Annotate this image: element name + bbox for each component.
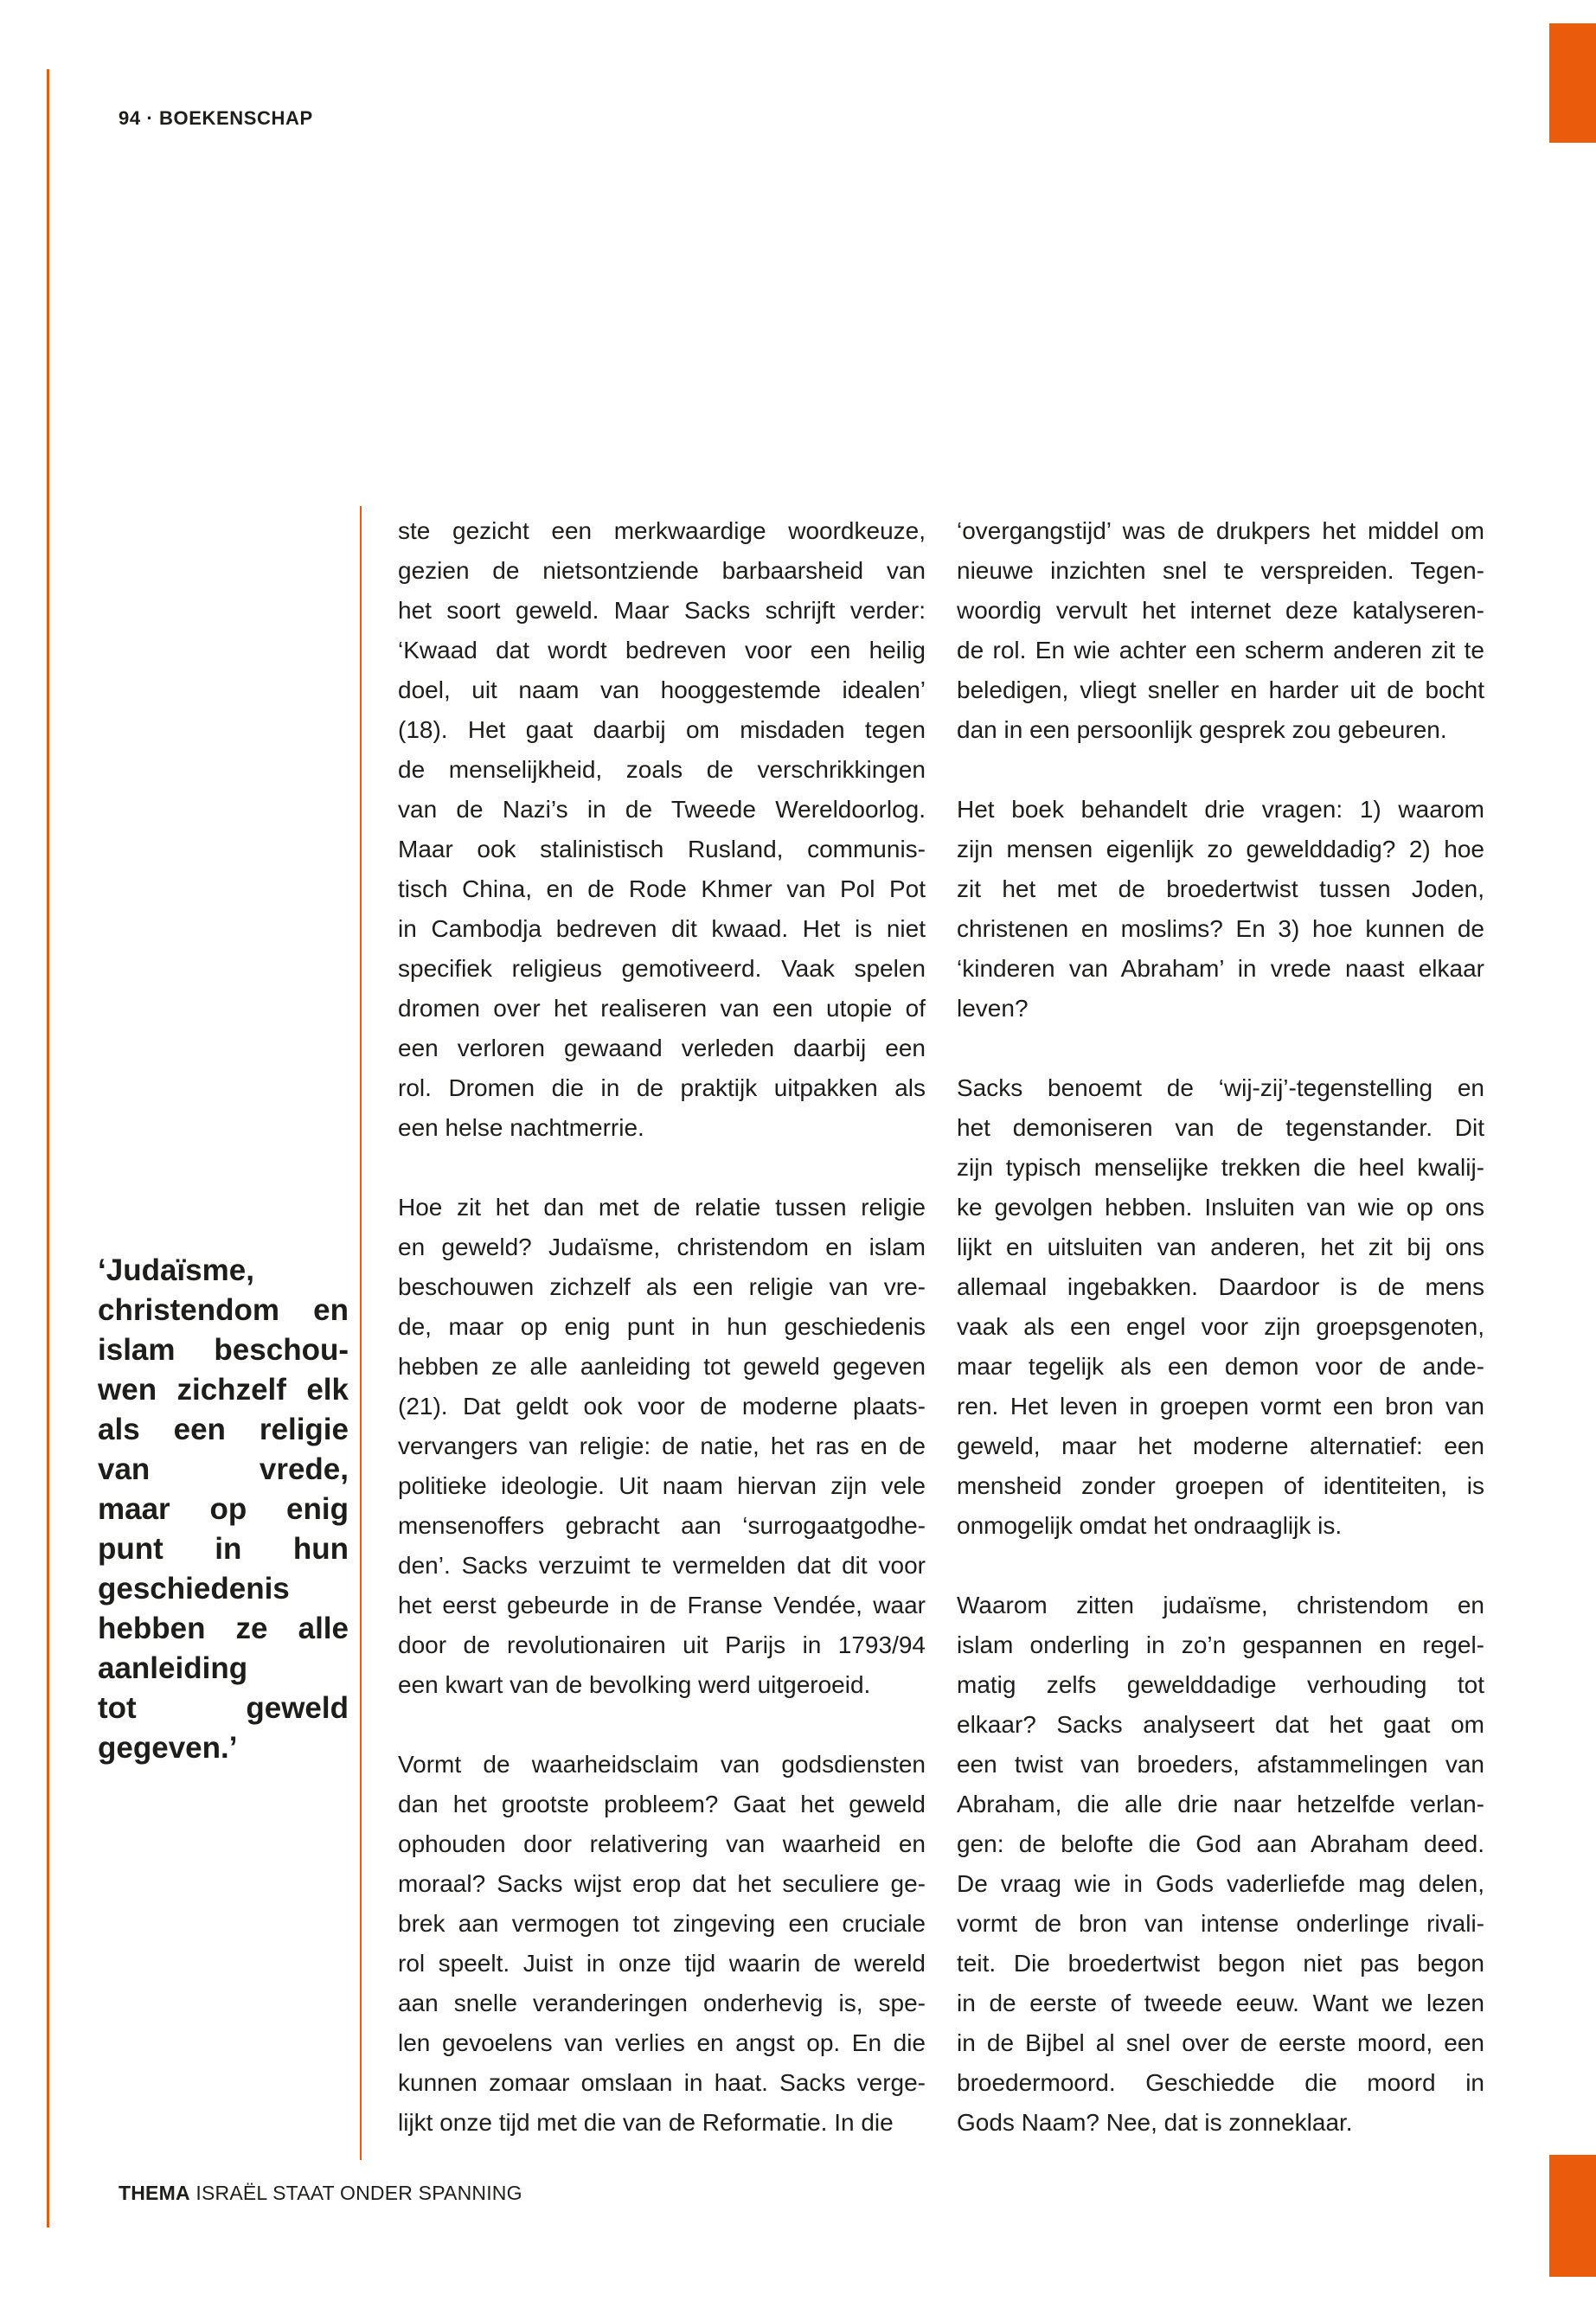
text-line: lijkt onze tijd met die van de Reformatie. In die: [398, 2109, 894, 2136]
footer-thema-title: ISRAËL STAAT ONDER SPANNING: [195, 2182, 522, 2204]
text-column-1: [398, 511, 926, 2143]
text-line: vaak als een engel voor zijn groepsgenoten,: [957, 1313, 1484, 1340]
pull-quote-line: aanleiding: [98, 1651, 248, 1685]
paragraph: [957, 511, 1484, 750]
text-line: woordig vervult het internet deze katalyseren-: [957, 597, 1484, 624]
pull-quote-line: wen zichzelf elk: [98, 1373, 349, 1407]
text-line: dan het grootste probleem? Gaat het geweld: [398, 1791, 926, 1817]
text-line: nieuwe inzichten snel te verspreiden. Tegen-: [957, 557, 1484, 584]
text-line: geweld, maar het moderne alternatief: een: [957, 1433, 1484, 1459]
running-head: 94 · BOEKENSCHAP: [119, 107, 313, 129]
pull-quote-line: tot geweld: [98, 1691, 349, 1725]
text-line: het demoniseren van de tegenstander. Dit: [957, 1114, 1484, 1141]
paragraph-gap: [398, 1705, 926, 1745]
text-line: hebben ze alle aanleiding tot geweld gegeven: [398, 1353, 926, 1380]
paragraph: [957, 1586, 1484, 2143]
text-line: gezien de nietsontziende barbaarsheid van: [398, 557, 926, 584]
text-line: Sacks benoemt de ‘wij-zij’-tegenstelling en: [957, 1074, 1484, 1101]
text-line: een twist van broeders, afstammelingen van: [957, 1751, 1484, 1778]
text-line: ‘overgangstijd’ was de drukpers het middel om: [957, 517, 1484, 544]
paragraph: [398, 1188, 926, 1705]
text-line: dan in een persoonlijk gesprek zou gebeuren.: [957, 716, 1447, 743]
text-line: zijn typisch menselijke trekken die heel kwalij-: [957, 1154, 1484, 1181]
text-line: het soort geweld. Maar Sacks schrijft verder:: [398, 597, 926, 624]
text-line: Waarom zitten judaïsme, christendom en: [957, 1592, 1484, 1618]
pull-quote-line: maar op enig: [98, 1492, 349, 1526]
text-line: leven?: [957, 995, 1029, 1022]
text-column-2: [957, 511, 1484, 2143]
paragraph: [398, 511, 926, 1148]
text-line: ke gevolgen hebben. Insluiten van wie op ons: [957, 1194, 1484, 1221]
text-line: rol speelt. Juist in onze tijd waarin de wereld: [398, 1950, 926, 1977]
text-line: elkaar? Sacks analyseert dat het gaat om: [957, 1711, 1484, 1738]
text-line: Maar ook stalinistisch Rusland, communis-: [398, 836, 926, 862]
text-line: de rol. En wie achter een scherm anderen zit te: [957, 637, 1484, 663]
column-divider-rule: [360, 506, 362, 2160]
text-line: doel, uit naam van hooggestemde idealen’: [398, 676, 926, 703]
text-line: in de eerste of tweede eeuw. Want we lezen: [957, 1990, 1484, 2016]
text-line: de menselijkheid, zoals de verschrikkingen: [398, 756, 926, 783]
pull-quote-line: gegeven.’: [98, 1731, 238, 1765]
text-line: ‘kinderen van Abraham’ in vrede naast elkaar: [957, 955, 1484, 982]
text-line: een verloren gewaand verleden daarbij een: [398, 1035, 926, 1061]
text-line: mensheid zonder groepen of identiteiten, is: [957, 1472, 1484, 1499]
text-line: van de Nazi’s in de Tweede Wereldoorlog.: [398, 796, 926, 823]
text-line: vervangers van religie: de natie, het ras en de: [398, 1433, 926, 1459]
text-line: dromen over het realiseren van een utopie of: [398, 995, 926, 1022]
text-line: lijkt en uitsluiten van anderen, het zit bij ons: [957, 1234, 1484, 1260]
text-line: islam onderling in zo’n gespannen en regel-: [957, 1631, 1484, 1658]
paragraph-gap: [957, 1029, 1484, 1068]
text-line: Hoe zit het dan met de relatie tussen religie: [398, 1194, 926, 1221]
text-line: gen: de belofte die God aan Abraham deed.: [957, 1830, 1484, 1857]
text-line: zit het met de broedertwist tussen Joden,: [957, 875, 1484, 902]
pull-quote-line: als een religie: [98, 1413, 349, 1446]
text-line: (21). Dat geldt ook voor de moderne plaats-: [398, 1393, 926, 1420]
paragraph-gap: [957, 1546, 1484, 1586]
text-line: specifiek religieus gemotiveerd. Vaak spelen: [398, 955, 926, 982]
text-line: zijn mensen eigenlijk zo gewelddadig? 2) hoe: [957, 836, 1484, 862]
text-line: beledigen, vliegt sneller en harder uit de bocht: [957, 676, 1484, 703]
text-line: Abraham, die alle drie naar hetzelfde verlan-: [957, 1791, 1484, 1817]
paragraph-gap: [957, 750, 1484, 790]
text-line: brek aan vermogen tot zingeving een cruciale: [398, 1910, 926, 1937]
text-line: den’. Sacks verzuimt te vermelden dat dit voor: [398, 1552, 926, 1579]
text-line: Vormt de waarheidsclaim van godsdiensten: [398, 1751, 926, 1778]
text-line: rol. Dromen die in de praktijk uitpakken als: [398, 1074, 926, 1101]
text-line: Gods Naam? Nee, dat is zonneklaar.: [957, 2109, 1353, 2136]
paragraph: [957, 790, 1484, 1029]
text-line: maar tegelijk als een demon voor de ande-: [957, 1353, 1484, 1380]
text-line: ste gezicht een merkwaardige woordkeuze,: [398, 517, 926, 544]
text-line: matig zelfs gewelddadige verhouding tot: [957, 1671, 1484, 1698]
text-line: christenen en moslims? En 3) hoe kunnen de: [957, 915, 1484, 942]
text-line: moraal? Sacks wijst erop dat het seculiere ge-: [398, 1870, 926, 1897]
paragraph-gap: [398, 1148, 926, 1188]
footer: [119, 2182, 522, 2205]
text-line: een helse nachtmerrie.: [398, 1114, 644, 1141]
left-margin-rule: [47, 69, 49, 2227]
pull-quote: [98, 1252, 349, 1769]
top-edge-tab: [1549, 23, 1596, 143]
text-line: beschouwen zichzelf als een religie van vre-: [398, 1273, 926, 1300]
text-line: kunnen zomaar omslaan in haat. Sacks verge-: [398, 2069, 926, 2096]
text-line: in Cambodja bedreven dit kwaad. Het is niet: [398, 915, 926, 942]
text-line: het eerst gebeurde in de Franse Vendée, waar: [398, 1592, 926, 1618]
paragraph: [398, 1745, 926, 2143]
text-line: en geweld? Judaïsme, christendom en islam: [398, 1234, 926, 1260]
text-line: Het boek behandelt drie vragen: 1) waarom: [957, 796, 1484, 823]
text-line: ‘Kwaad dat wordt bedreven voor een heilig: [398, 637, 926, 663]
text-line: allemaal ingebakken. Daardoor is de mens: [957, 1273, 1484, 1300]
paragraph: [957, 1068, 1484, 1546]
text-line: De vraag wie in Gods vaderliefde mag delen,: [957, 1870, 1484, 1897]
text-line: teit. Die broedertwist begon niet pas begon: [957, 1950, 1484, 1977]
text-line: vormt de bron van intense onderlinge rivali-: [957, 1910, 1484, 1937]
text-line: onmogelijk omdat het ondraaglijk is.: [957, 1512, 1343, 1539]
text-line: (18). Het gaat daarbij om misdaden tegen: [398, 716, 926, 743]
pull-quote-line: ‘Judaïsme,: [98, 1253, 254, 1287]
footer-thema-label: THEMA: [119, 2182, 190, 2204]
text-line: ophouden door relativering van waarheid en: [398, 1830, 926, 1857]
text-line: politieke ideologie. Uit naam hiervan zijn vele: [398, 1472, 926, 1499]
pull-quote-line: hebben ze alle: [98, 1612, 349, 1645]
text-line: een kwart van de bevolking werd uitgeroeid.: [398, 1671, 871, 1698]
pull-quote-line: punt in hun: [98, 1532, 349, 1566]
text-line: broedermoord. Geschiedde die moord in: [957, 2069, 1484, 2096]
pull-quote-line: geschiedenis: [98, 1572, 290, 1606]
text-line: door de revolutionairen uit Parijs in 1793/94: [398, 1631, 926, 1658]
text-line: ren. Het leven in groepen vormt een bron van: [957, 1393, 1484, 1420]
text-line: de, maar op enig punt in hun geschiedenis: [398, 1313, 926, 1340]
pull-quote-line: christendom en: [98, 1293, 349, 1327]
pull-quote-line: van vrede,: [98, 1452, 349, 1486]
text-line: aan snelle veranderingen onderhevig is, spe-: [398, 1990, 926, 2016]
text-line: in de Bijbel al snel over de eerste moord, een: [957, 2029, 1484, 2056]
text-line: mensenoffers gebracht aan ‘surrogaatgodhe-: [398, 1512, 926, 1539]
text-line: tisch China, en de Rode Khmer van Pol Pot: [398, 875, 926, 902]
text-line: len gevoelens van verlies en angst op. En die: [398, 2029, 926, 2056]
pull-quote-line: islam beschou-: [98, 1333, 349, 1367]
bottom-edge-tab: [1549, 2155, 1596, 2277]
